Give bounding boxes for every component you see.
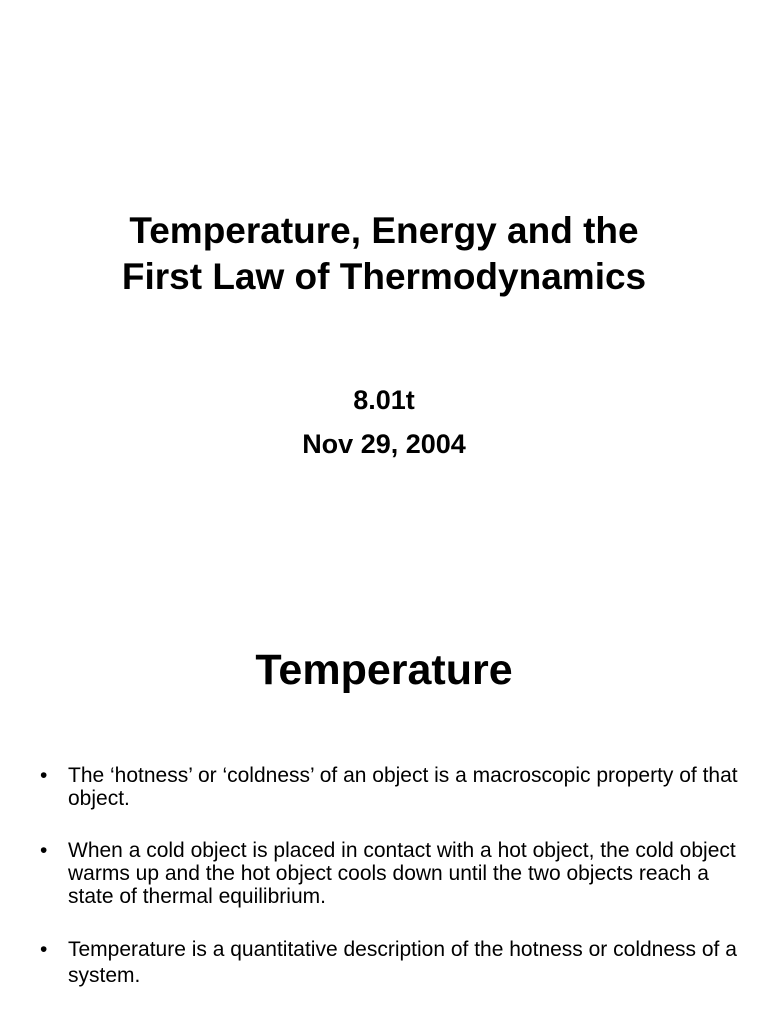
bullet-marker: • xyxy=(40,764,48,787)
bullet-text: When a cold object is placed in contact with a hot object, the cold object warms up and the hot object cools down until the two objects reach a state of thermal equilibrium. xyxy=(68,839,736,908)
bullet-list xyxy=(40,764,740,989)
title-line-2: First Law of Thermodynamics xyxy=(121,256,647,297)
course-number: 8.01t xyxy=(353,385,415,415)
list-item xyxy=(40,937,740,989)
list-item xyxy=(40,839,740,908)
list-item xyxy=(40,764,740,810)
bullet-text: The ‘hotness’ or ‘coldness’ of an object is a macroscopic property of that object. xyxy=(68,764,738,810)
bullet-text: Temperature is a quantitative description of the hotness or coldness of a system. xyxy=(68,938,737,987)
section-heading: Temperature xyxy=(255,646,513,694)
title-line-1: Temperature, Energy and the xyxy=(129,210,639,251)
bullet-marker: • xyxy=(40,938,48,961)
bullet-marker: • xyxy=(40,839,48,862)
lecture-date: Nov 29, 2004 xyxy=(302,429,466,459)
slide-title xyxy=(0,208,768,300)
slide-meta xyxy=(0,378,768,466)
